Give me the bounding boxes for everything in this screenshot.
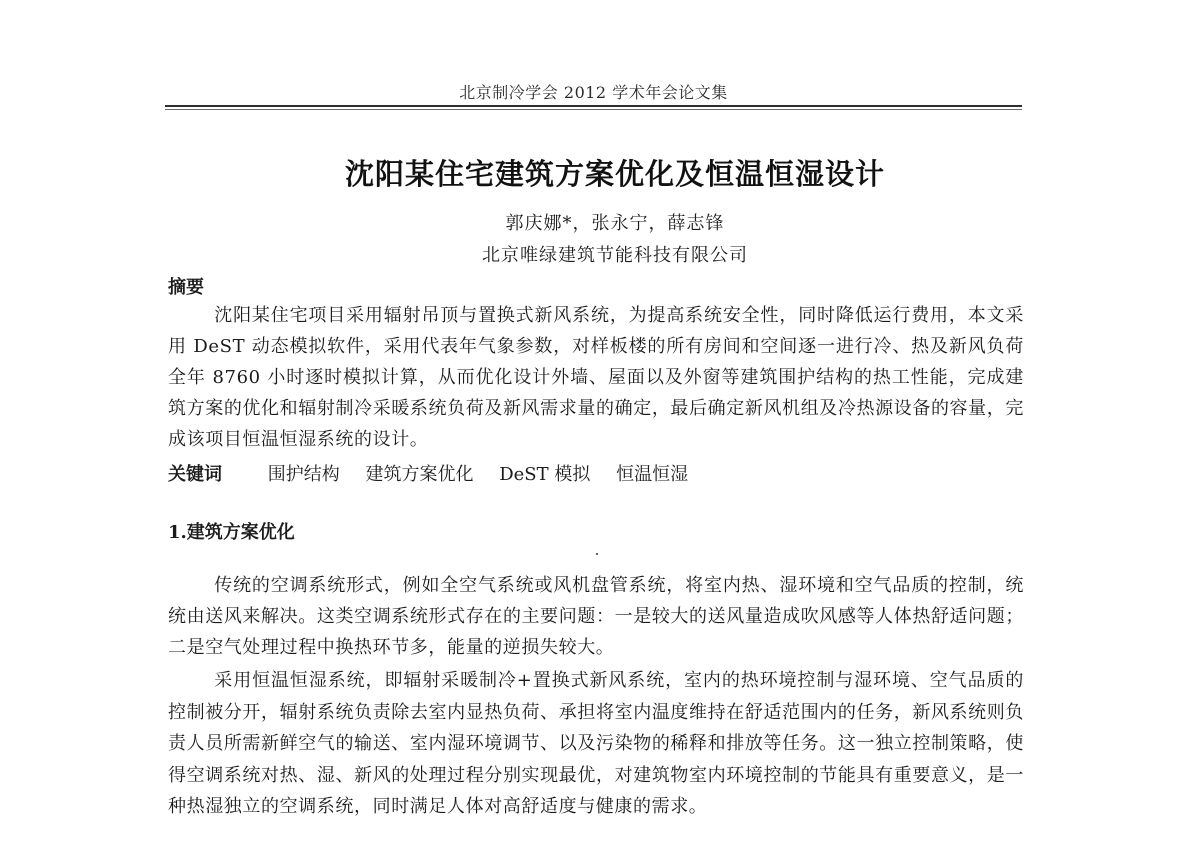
body-paragraph-2: [168, 665, 1024, 823]
keywords-label: 关键词: [168, 464, 222, 485]
keyword-item: DeST 模拟: [499, 464, 591, 485]
body-text-1: 传统的空调系统形式，例如全空气系统或风机盘管系统，将室内热、湿环境和空气品质的控制，统统由送风来解决。这类空调系统形式存在的主要问题：一是较大的送风量造成吹风感等人体热舒适问题；二是空气处理过程中换热环节多，能量的逆损失较大。: [168, 575, 1024, 658]
section-heading: 1.建筑方案优化: [168, 522, 295, 543]
keyword-item: 建筑方案优化: [365, 464, 474, 485]
paper-title: 沈阳某住宅建筑方案优化及恒温恒湿设计: [344, 157, 885, 191]
abstract-paragraph: [168, 300, 1024, 455]
paper-affiliation: 北京唯绿建筑节能科技有限公司: [482, 245, 748, 266]
abstract-heading: 摘要: [168, 277, 204, 298]
body-text-2: 采用恒温恒湿系统，即辐射采暖制冷+置换式新风系统，室内的热环境控制与湿环境、空气品质的控制被分开，辐射系统负责除去室内显热负荷、承担将室内温度维持在舒适范围内的任务，新风系统则负责人员所需新鲜空气的输送、室内湿环境调节、以及污染物的稀释和排放等任务。这一独立控制策略，使得空调系统对热、湿、新风的处理过程分别实现最优，对建筑物室内环境控制的节能具有重要意义，是一种热湿独立的空调系统，同时满足人体对高舒适度与健康的需求。: [168, 670, 1024, 817]
paper-authors: 郭庆娜*，张永宁，薛志锋: [505, 213, 725, 234]
body-paragraph-1: [168, 570, 1024, 663]
keyword-item: 恒温恒湿: [616, 464, 689, 485]
header-rule: [165, 105, 1022, 107]
running-header: 北京制冷学会 2012 学术年会论文集: [459, 83, 728, 102]
keyword-item: 围护结构: [267, 464, 340, 485]
abstract-text: 沈阳某住宅项目采用辐射吊顶与置换式新风系统，为提高系统安全性，同时降低运行费用，本文采用 DeST 动态模拟软件，采用代表年气象参数，对样板楼的所有房间和空间逐一进行冷、热及新风负荷全年 8760 小时逐时模拟计算，从而优化设计外墙、屋面以及外窗等建筑围护结构的热工性能，完成建筑方案的优化和辐射制冷采暖系统负荷及新风需求量的确定，最后确定新风机组及冷热源设备的容量，完成该项目恒温恒湿系统的设计。: [168, 305, 1024, 450]
keywords-line: [168, 460, 708, 486]
scan-speck: [596, 553, 598, 555]
header-rule-thin: [165, 109, 1022, 110]
